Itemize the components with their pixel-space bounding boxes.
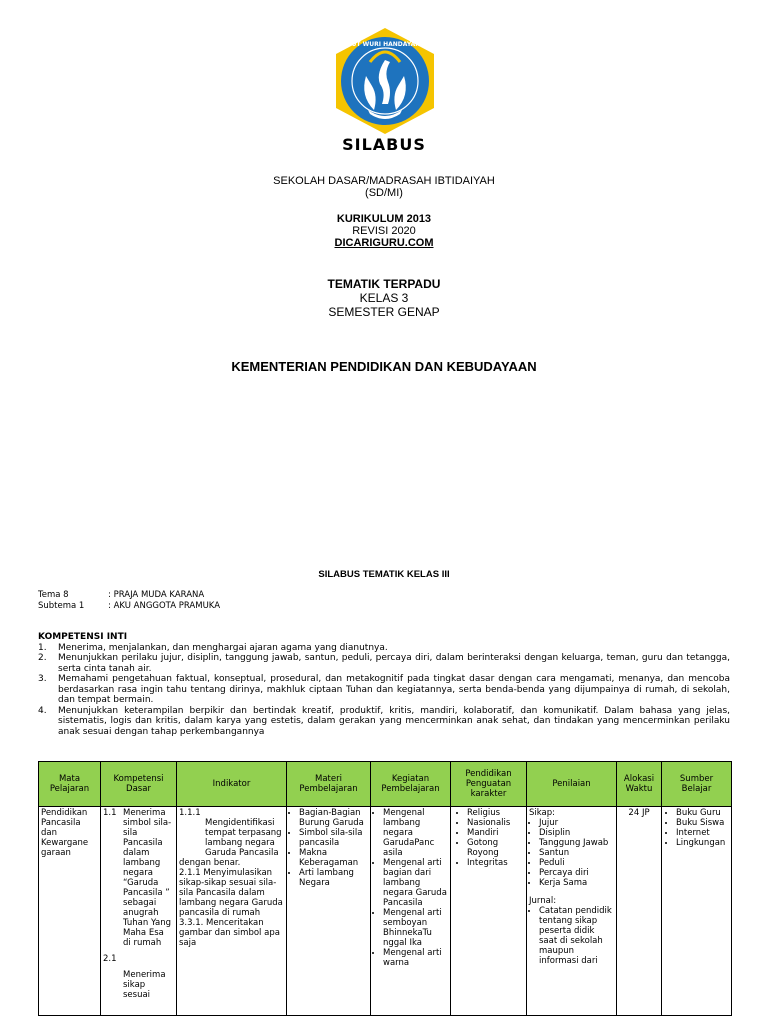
list-item: • Mengenal lambang negara GarudaPanc asila [383,808,448,858]
theme-info [38,590,220,612]
col-header: Indikator [177,762,287,807]
tema-label: Tema 8 [38,590,69,600]
curriculum-label: KURIKULUM 2013 [336,213,432,225]
col-header: Materi Pembelajaran [287,762,371,807]
semester-label: SEMESTER GENAP [328,305,440,319]
cell-materi [287,807,371,1016]
col-header: Alokasi Waktu [617,762,662,807]
kompetensi-inti-heading: KOMPETENSI INTI [38,632,128,642]
cell-mapel: Pendidikan Pancasila dan Kewargane garaan [39,807,101,1016]
col-header: Kegiatan Pembelajaran [371,762,451,807]
list-item: • Santun [539,848,614,858]
list-item: • Buku Siswa [676,818,729,828]
list-item: • Nasionalis [467,818,524,828]
list-item: • Tanggung Jawab [539,838,614,848]
section-title: SILABUS TEMATIK KELAS III [318,569,450,580]
ki-item: 1. Menerima, menjalankan, dan menghargai ajaran agama yang dianutnya. [38,642,388,653]
list-item: • Internet [676,828,729,838]
list-item: • Integritas [467,858,524,868]
cell-kompetensi-dasar: 1.1 Menerima simbol sila-sila Pancasila dalam lambang negara “Garuda Pancasila ” sebagai anugrah Tuhan Yang Maha Esa di rumah 2.1 Menerima sikap sesuai [101,807,177,1016]
school-line-2: (SD/MI) [365,187,403,199]
list-item: • Kerja Sama [539,878,614,888]
tema-value: : PRAJA MUDA KARANA [108,590,205,600]
grade-label: KELAS 3 [359,291,409,305]
list-item: • Percaya diri [539,868,614,878]
cell-alokasi: 24 JP [617,807,662,1016]
kompetensi-inti [38,632,730,737]
ki-item: 3. Memahami pengetahuan faktual, konseptual, prosedural, dan metakognitif pada tingkat dasar dengan cara mengamati, menanya, dan mencoba berdasarkan rasa ingin tahu tentang dirinya, makhluk ciptaan Tuhan dan kegiatannya, serta benda-benda yang dijumpainya di rumah, di sekolah, dan tempat bermain. [38,674,730,705]
logo-motto: TUT WURI HANDAYANI [347,41,423,48]
col-header: Penilaian [527,762,617,807]
list-item: • Religius [467,808,524,818]
list-item: • Buku Guru [676,808,729,818]
col-header: Kompetensi Dasar [101,762,177,807]
cell-penilaian: Sikap: • Jujur • Disiplin • Tanggung Jawab • Santun • Peduli • Percaya diri • Kerja Sama Jurnal: • Catatan pendidik tentang sikap peserta didik saat di sekolah maupun informasi dari [527,807,617,1016]
list-item: • Catatan pendidik tentang sikap peserta didik saat di sekolah maupun informasi dari [539,906,614,966]
list-item: • Jujur [539,818,614,828]
list-item: • Makna Keberagaman [299,848,368,868]
list-item: • Disiplin [539,828,614,838]
list-item: • Peduli [539,858,614,868]
site-label: DICARIGURU.COM [334,237,434,249]
list-item: • Mengenal arti warna [383,948,448,968]
cell-kegiatan [371,807,451,1016]
ministry-title: KEMENTERIAN PENDIDIKAN DAN KEBUDAYAAN [231,359,537,374]
col-header: Mata Pelajaran [39,762,101,807]
revision-label: REVISI 2020 [352,225,416,237]
list-item: • Bagian-Bagian Burung Garuda [299,808,368,828]
list-item: • Gotong Royong [467,838,524,858]
list-item: • Mandiri [467,828,524,838]
ki-item: 2. Menunjukkan perilaku jujur, disiplin, tanggung jawab, santun, peduli, percaya diri, dalam berinteraksi dengan keluarga, teman, guru dan tetangga, serta cinta tanah air. [38,653,730,674]
document-title: SILABUS [342,135,426,154]
col-header: Pendidikan Penguatan karakter [451,762,527,807]
cell-indikator: 1.1.1 Mengidentifikasi tempat terpasang lambang negara Garuda Pancasila dengan benar. 2.1.1 Menyimulasikan sikap-sikap sesuai sila-sila Pancasila dalam lambang negara Garuda pancasila di rumah 3.3.1. Menceritakan gambar dan simbol apa saja [177,807,287,1016]
subtema-label: Subtema 1 [38,601,85,611]
syllabus-table [38,761,732,1016]
cell-karakter [451,807,527,1016]
school-line-1: SEKOLAH DASAR/MADRASAH IBTIDAIYAH [273,175,495,187]
list-item: • Mengenal arti bagian dari lambang negara Garuda Pancasila [383,858,448,908]
table-header-row [39,762,732,807]
ki-item: 4. Menunjukkan keterampilan berpikir dan bertindak kreatif, produktif, kritis, mandiri, kolaboratif, dan komunikatif. Dalam bahasa yang jelas, sistematis, logis dan kritis, dalam karya yang estetis, dalam gerakan yang mencerminkan anak sehat, dan tindakan yang mencerminkan perilaku anak sesuai dengan tahap perkembangannya [38,705,730,737]
list-item: • Mengenal arti semboyan BhinnekaTu nggal Ika [383,908,448,948]
tut-wuri-handayani-logo [330,26,440,136]
list-item: • Lingkungan [676,838,729,848]
subtema-value: : AKU ANGGOTA PRAMUKA [108,601,221,611]
col-header: Sumber Belajar [662,762,732,807]
subject-title: TEMATIK TERPADU [327,277,441,291]
cell-sumber [662,807,732,1016]
list-item: • Simbol sila-sila pancasila [299,828,368,848]
table-row [39,807,732,1016]
list-item: • Arti lambang Negara [299,868,368,888]
